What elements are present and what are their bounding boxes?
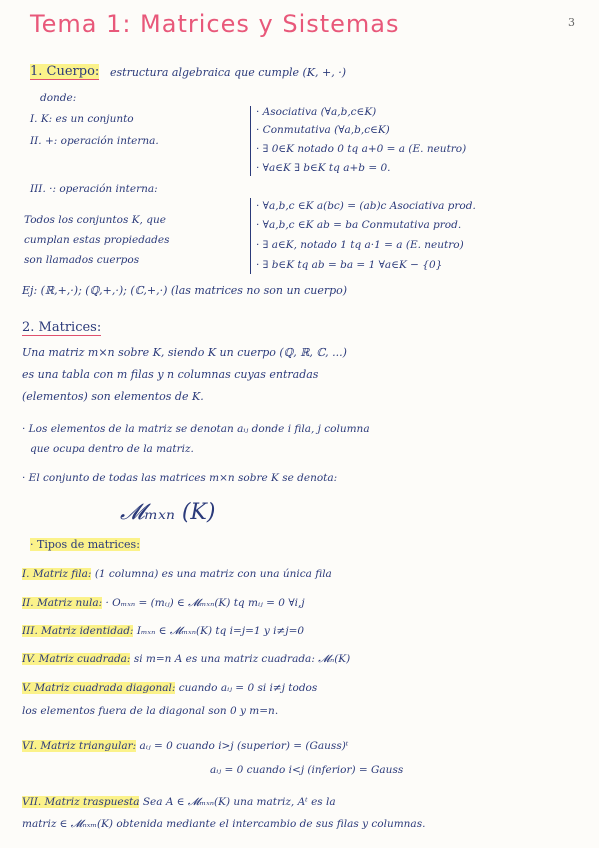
matrices-bullet1-2: que ocupa dentro de la matriz.: [30, 443, 194, 455]
tipo-traspuesta-cont: matriz ∈ 𝓜ₙₓₘ(K) obtenida mediante el intercambio de sus filas y columnas.: [22, 818, 426, 830]
prop-add-2: · Conmutativa (∀a,b,c∈K): [256, 124, 390, 136]
tipo-diagonal: V. Matriz cuadrada diagonal: cuando aᵢⱼ = 0 si i≠j todos: [22, 682, 318, 694]
tipos-heading: · Tipos de matrices:: [30, 538, 140, 551]
prop-add-1: · Asociativa (∀a,b,c∈K): [256, 106, 377, 118]
prop-mul-2: · ∀a,b,c ∈K ab = ba Conmutativa prod.: [256, 219, 462, 231]
matrices-bullet2: · El conjunto de todas las matrices m×n sobre K se denota:: [22, 472, 338, 484]
tipo-triangular-cont: aᵢⱼ = 0 cuando i<j (inferior) = Gauss: [210, 764, 404, 776]
cuerpo-item-iii: III. ·: operación interna:: [30, 183, 158, 195]
tipo-cuadrada: IV. Matriz cuadrada: si m=n A es una matriz cuadrada: 𝓜ₙ(K): [22, 653, 351, 665]
prop-mul-3: · ∃ a∈K, notado 1 tq a·1 = a (E. neutro): [256, 239, 464, 251]
page-number: 3: [568, 16, 575, 29]
bracket-add: [250, 106, 251, 176]
section-matrices-heading: 2. Matrices:: [22, 320, 102, 335]
side-note-1: Todos los conjuntos K, que: [24, 214, 166, 226]
side-note-2: cumplan estas propiedades: [24, 234, 170, 246]
cuerpo-item-i: I. K: es un conjunto: [30, 113, 134, 125]
prop-mul-4: · ∃ b∈K tq ab = ba = 1 ∀a∈K − {0}: [256, 259, 443, 271]
prop-add-3: · ∃ 0∈K notado 0 tq a+0 = a (E. neutro): [256, 143, 467, 155]
prop-mul-1: · ∀a,b,c ∈K a(bc) = (ab)c Asociativa prod.: [256, 200, 476, 212]
cuerpo-intro: estructura algebraica que cumple (K, +, ·): [110, 66, 346, 79]
cuerpo-item-ii: II. +: operación interna.: [30, 135, 159, 147]
cuerpo-donde: donde:: [40, 92, 77, 104]
tipo-identidad: III. Matriz identidad: Iₘₓₙ ∈ 𝓜ₘₓₙ(K) tq i=j=1 y i≠j=0: [22, 625, 305, 637]
matrices-notation: 𝓜ₘₓₙ (K): [120, 500, 216, 525]
matrices-def-3: (elementos) son elementos de K.: [22, 390, 204, 403]
matrices-def-1: Una matriz m×n sobre K, siendo K un cuerpo (ℚ, ℝ, ℂ, ...): [22, 346, 347, 359]
page-title: Tema 1: Matrices y Sistemas: [30, 10, 400, 38]
tipo-fila: I. Matriz fila: (1 columna) es una matriz con una única fila: [22, 568, 332, 580]
matrices-def-2: es una tabla con m filas y n columnas cuyas entradas: [22, 368, 319, 381]
section-cuerpo-heading: 1. Cuerpo:: [30, 64, 100, 79]
matrices-bullet1-1: · Los elementos de la matriz se denotan aᵢⱼ donde i fila, j columna: [22, 423, 370, 435]
prop-add-4: · ∀a∈K ∃ b∈K tq a+b = 0.: [256, 162, 391, 174]
tipo-triangular: VI. Matriz triangular: aᵢⱼ = 0 cuando i>j (superior) = (Gauss)ᵗ: [22, 740, 349, 752]
tipo-traspuesta: VII. Matriz traspuesta Sea A ∈ 𝓜ₘₓₙ(K) una matriz, Aᵗ es la: [22, 796, 336, 808]
cuerpo-examples: Ej: (ℝ,+,·); (ℚ,+,·); (ℂ,+,·) (las matrices no son un cuerpo): [22, 284, 348, 297]
bracket-mul: [250, 198, 251, 274]
tipo-diagonal-cont: los elementos fuera de la diagonal son 0 y m=n.: [22, 705, 279, 717]
tipo-nula: II. Matriz nula: · Oₘₓₙ = (mᵢⱼ) ∈ 𝓜ₘₓₙ(K) tq mᵢⱼ = 0 ∀i,j: [22, 597, 305, 609]
side-note-3: son llamados cuerpos: [24, 254, 140, 266]
